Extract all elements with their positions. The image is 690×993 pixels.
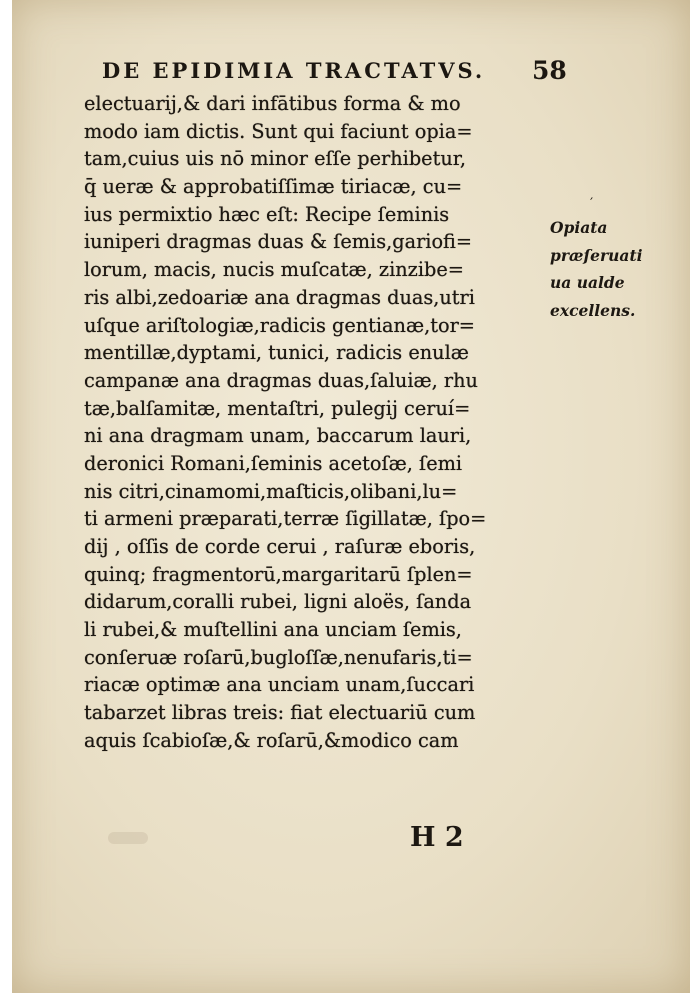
text-line: campanæ ana dragmas duas,ſaluiæ, rhu	[84, 368, 478, 392]
book-page	[12, 0, 690, 993]
text-line: aquis ſcabioſæ,& roſarū,&modico cam	[84, 728, 459, 752]
text-line: lorum, macis, nucis muſcatæ, zinzibe=	[84, 258, 464, 282]
text-line: quinq; fragmentorū,margaritarū ſplen=	[84, 562, 473, 586]
stray-tick-mark: ′	[590, 196, 594, 212]
text-line: didarum,coralli rubei, ligni aloës, ſanda	[84, 590, 472, 614]
page-header	[84, 58, 584, 94]
signature-mark: H 2	[410, 822, 464, 853]
body-text	[84, 90, 554, 755]
text-line: tabarzet libras treis: fiat electuariū cum	[84, 701, 476, 725]
text-line: riacæ optimæ ana unciam unam,ſuccari	[84, 673, 475, 697]
text-line: tæ,balſamitæ, mentaſtri, pulegij ceruí=	[84, 396, 471, 420]
text-line: ni ana dragmam unam, baccarum lauri,	[84, 424, 472, 448]
faint-ink-smudge	[108, 832, 148, 844]
text-line: iuniperi dragmas duas & ſemis,gariofi=	[84, 230, 473, 254]
text-line: conſeruæ roſarū,bugloſſæ,nenufaris,ti=	[84, 645, 473, 669]
margin-note	[550, 214, 690, 325]
margin-note-line: ua ualde	[550, 273, 625, 293]
margin-note-line: præſeruati	[550, 245, 643, 265]
text-line: q̄ ueræ & approbatiſſimæ tiriacæ, cu=	[84, 175, 463, 199]
text-line: ius permixtio hæc eſt: Recipe ſeminis	[84, 202, 450, 226]
page-number: 58	[532, 56, 567, 85]
text-line: nis citri,cinamomi,maſticis,olibani,lu=	[84, 479, 458, 503]
running-title: DE EPIDIMIA TRACTATVS.	[102, 58, 486, 83]
text-line: dij , oſſis de corde cerui , raſuræ eboris,	[84, 535, 476, 558]
text-line: uſque ariſtologiæ,radicis gentianæ,tor=	[84, 313, 475, 337]
text-line: deronici Romani,ſeminis acetoſæ, ſemi	[84, 451, 463, 475]
margin-note-line: excellens.	[550, 301, 636, 321]
text-line: li rubei,& muſtellini ana unciam ſemis,	[84, 618, 462, 642]
text-line: ris albi,zedoariæ ana dragmas duas,utri	[84, 285, 475, 309]
text-line: mentillæ,dyptami, tunici, radicis enulæ	[84, 341, 469, 365]
text-line: modo iam dictis. Sunt qui faciunt opia=	[84, 119, 473, 143]
margin-note-line: Opiata	[550, 218, 608, 237]
text-line: tam,cuius uis nō minor eſſe perhibetur,	[84, 147, 466, 171]
text-line: ti armeni præparati,terræ ſigillatæ, ſpo=	[84, 507, 487, 531]
text-line: electuarij,& dari infātibus forma & mo	[84, 92, 461, 115]
